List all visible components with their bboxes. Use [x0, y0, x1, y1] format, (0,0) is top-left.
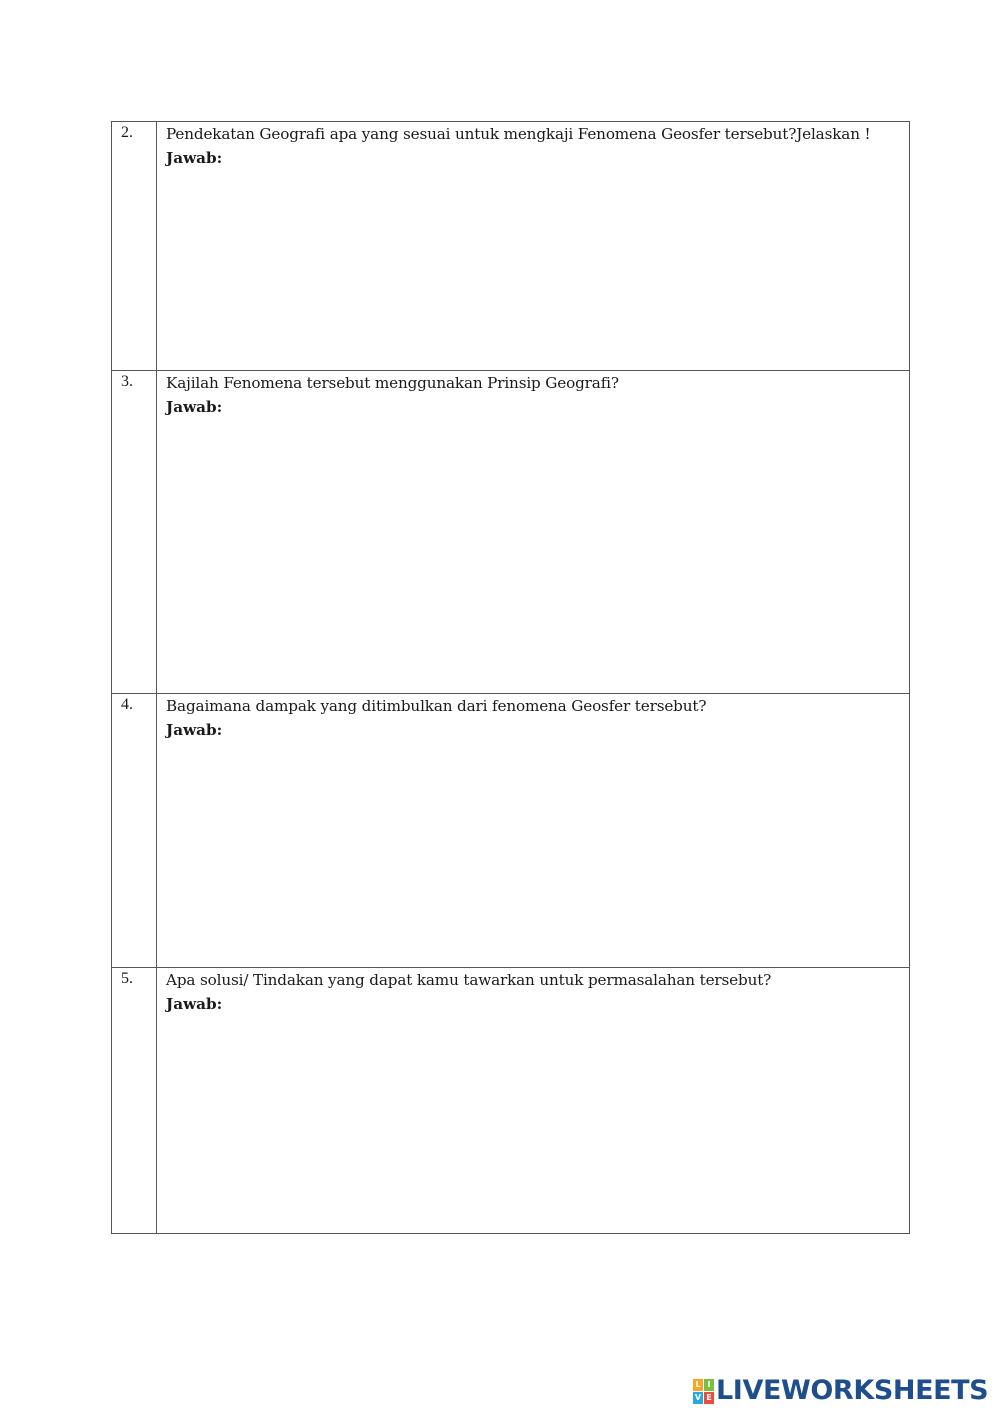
logo-tile: I [704, 1379, 714, 1391]
question-row-5 [112, 968, 910, 1234]
question-text: Kajilah Fenomena tersebut menggunakan Prinsip Geografi? [166, 374, 619, 392]
question-number: 2. [112, 122, 157, 371]
logo-tile: V [694, 1393, 702, 1402]
question-number: 5. [112, 968, 157, 1234]
liveworksheets-logo [693, 1376, 988, 1406]
question-number: 4. [112, 694, 157, 968]
question-text: Bagaimana dampak yang ditimbulkan dari fenomena Geosfer tersebut? [166, 697, 707, 715]
question-cell[interactable] [157, 694, 910, 968]
answer-label: Jawab: [166, 721, 223, 739]
question-row-2 [112, 122, 910, 371]
question-cell[interactable] [157, 122, 910, 371]
logo-tile: E [704, 1392, 714, 1404]
question-text: Pendekatan Geografi apa yang sesuai untuk mengkaji Fenomena Geosfer tersebut?Jelaskan ! [166, 125, 871, 143]
question-row-3 [112, 371, 910, 694]
answer-label: Jawab: [166, 398, 223, 416]
question-cell[interactable] [157, 968, 910, 1234]
question-text: Apa solusi/ Tindakan yang dapat kamu tawarkan untuk permasalahan tersebut? [166, 971, 772, 989]
question-row-4 [112, 694, 910, 968]
logo-tile: L [693, 1379, 703, 1391]
logo-text: LIVEWORKSHEETS [716, 1375, 989, 1406]
answer-label: Jawab: [166, 149, 223, 167]
question-number: 3. [112, 371, 157, 694]
worksheet-table [111, 121, 910, 1234]
liveworksheets-logo-icon [693, 1379, 713, 1403]
answer-label: Jawab: [166, 995, 223, 1013]
question-cell[interactable] [157, 371, 910, 694]
